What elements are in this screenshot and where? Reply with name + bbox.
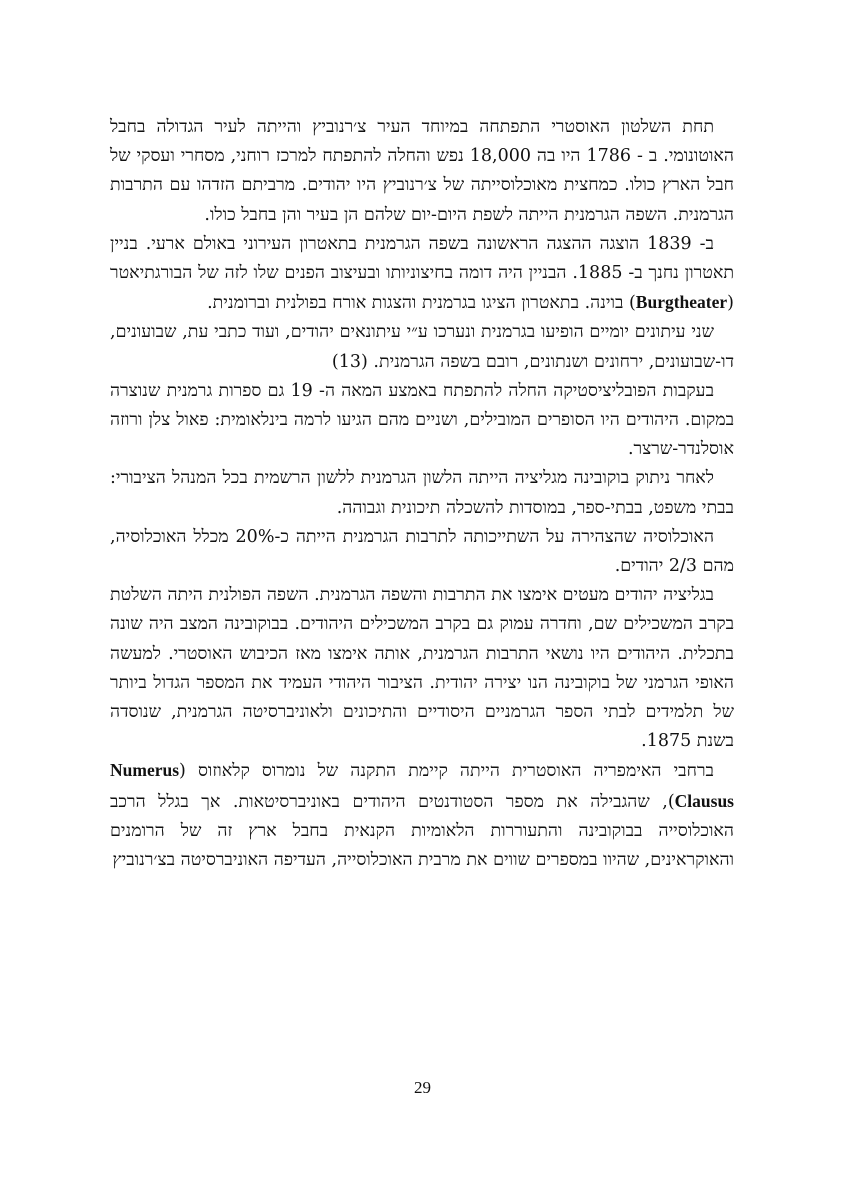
paragraph-text: ), שהגבילה את מספר הסטודנטים היהודים באוניברסיטאות. אך בגלל הרכב האוכלוסייה בבוקובינה והתעוררות הלאומיות הקנאית בחבל ארץ זה של הרומנים והאוקראינים, שהיוו במספרים שווים את מרבית האוכלוסייה, העדיפה האוניברסיטה בצ׳רנוביץ: [110, 791, 734, 871]
paragraph-text: שני עיתונים יומיים הופיעו בגרמנית ונערכו ע״י עיתונאים יהודים, ועוד כתבי עת, שבועונים, דו-שבועונים, ירחונים ושנתונים, רובם בשפה הגרמנית. (13): [110, 322, 734, 372]
paragraph-text: ברחבי האימפריה האוסטרית הייתה קיימת התקנה של נומרוס קלאוזוס (: [179, 761, 714, 782]
paragraph-literature: [110, 377, 734, 465]
paragraph-text: בעקבות הפובליציסטיקה החלה להתפתח באמצע המאה ה- 19 גם ספרות גרמנית שנוצרה במקום. היהודים היו הסופרים המובילים, ושניים מהם הגיעו לרמה בינלאומית: פאול צלן ורוזה אוסלנדר-שרצר.: [110, 380, 734, 460]
document-body: [110, 113, 734, 875]
latin-term-numerus-clausus: Numerus Clausus: [110, 760, 734, 811]
paragraph-text: ב- 1839 הוצגה ההצגה הראשונה בשפה הגרמנית בתאטרון העירוני באולם ארעי. בניין תאטרון נחנך ב- 1885. הבניין היה דומה בחיצוניותו ובעיצוב הפנים שלו לזה של הבורגתיאטר (: [110, 233, 735, 314]
paragraph-text: בגליציה יהודים מעטים אימצו את התרבות והשפה הגרמנית. השפה הפולנית היתה השלטת בקרב המשכילים שם, וחדרה עמוק גם בקרב המשכילים היהודים. בבוקובינה המצב היה שונה בתכלית. היהודים היו נושאי התרבות הגרמנית, אותה אימצו מאז הכיבוש האוסטרי. למעשה האופי הגרמני של בוקובינה הנו יצירה יהודית. הציבור היהודי העמיד את המספר הגדול ביותר של תלמידים לבתי הספר הגרמניים היסודיים והתיכונים ולאוניברסיטה הגרמנית, שנוסדה בשנת 1875.: [110, 585, 734, 752]
paragraph-text: האוכלוסיה שהצהירה על השתייכותה לתרבות הגרמנית הייתה כ-20% מכלל האוכלוסיה, מהם 2/3 יהודים.: [110, 526, 734, 577]
paragraph-text: לאחר ניתוק בוקובינה מגליציה הייתה הלשון הגרמנית ללשון הרשמית בכל המנהל הציבורי: בבתי משפט, בבתי-ספר, במוסדות להשכלה תיכונית וגבוהה.: [110, 468, 734, 518]
paragraph-text: ) בוינה. בתאטרון הציגו בגרמנית והצגות אורח בפולנית וברומנית.: [207, 293, 636, 314]
paragraph-theater: [110, 230, 734, 319]
latin-term-burgtheater: Burgtheater: [635, 292, 728, 313]
paragraph-population-share: [110, 523, 734, 581]
page-number: 29: [414, 1078, 431, 1097]
paragraph-chernivtsi-growth: [110, 113, 734, 230]
paragraph-galicia-comparison: [110, 581, 734, 756]
paragraph-numerus-clausus: [110, 756, 734, 875]
paragraph-official-language: [110, 464, 734, 522]
paragraph-newspapers: [110, 318, 734, 376]
paragraph-text: תחת השלטון האוסטרי התפתחה במיוחד העיר צ׳רנוביץ והייתה לעיר הגדולה בחבל האוטונומי. ב - 1786 היו בה 18,000 נפש והחלה להתפתח למרכז רוחני, מסחרי ועסקי של חבל הארץ כולו. כמחצית מאוכלוסייתה של צ׳רנוביץ היו יהודים. מרביתם הזדהו עם התרבות הגרמנית. השפה הגרמנית הייתה לשפת היום-יום שלהם הן בעיר והן בחבל כולו.: [110, 117, 735, 225]
